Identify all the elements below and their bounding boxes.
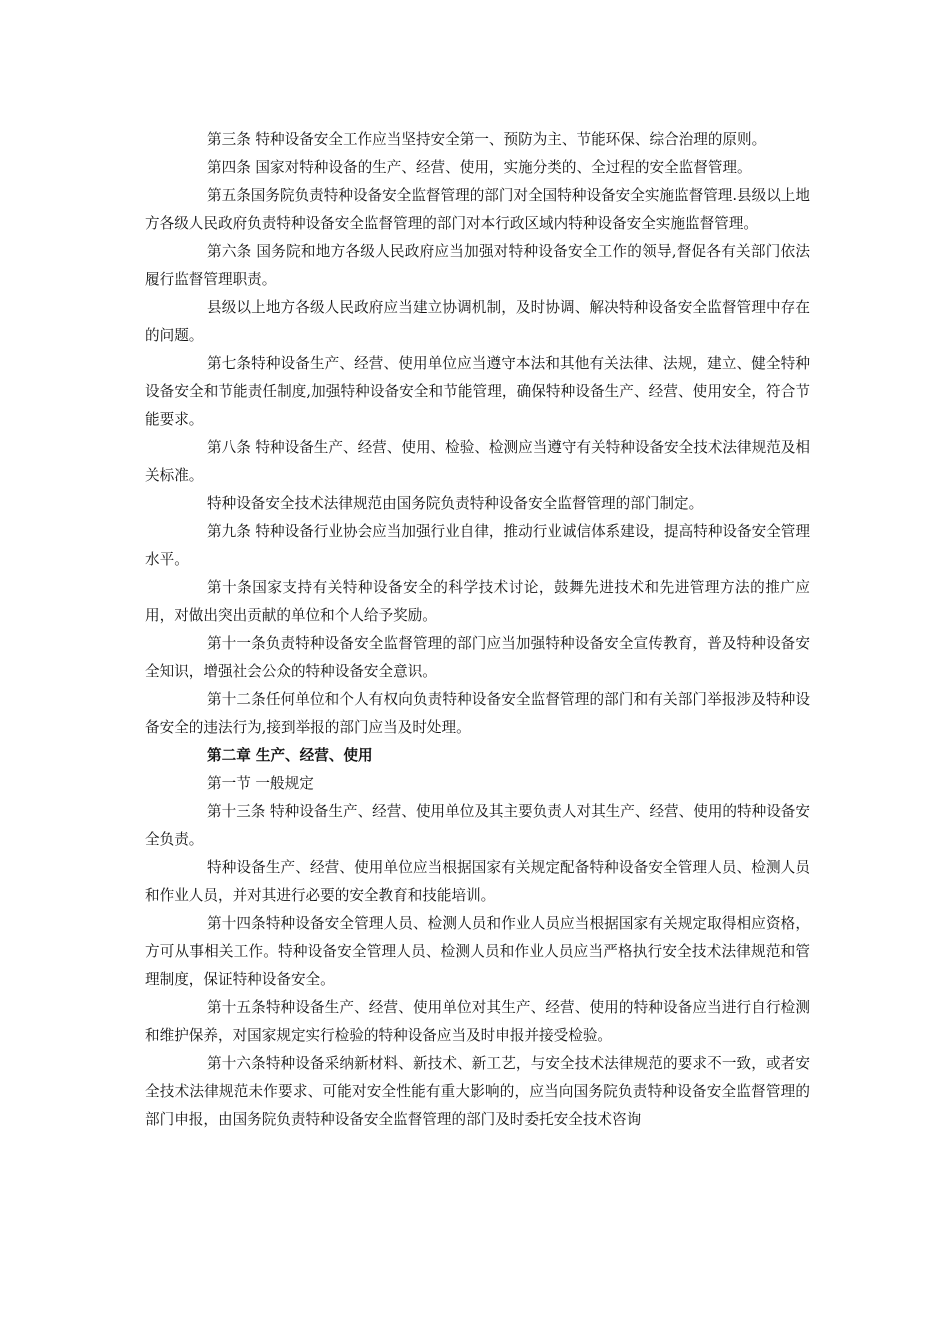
article-12: 第十二条任何单位和个人有权向负责特种设备安全监督管理的部门和有关部门举报涉及特种设备安全的违法行为,接到举报的部门应当及时处理。 [145,691,810,736]
article-13: 第十三条 特种设备生产、经营、使用单位及其主要负责人对其生产、经营、使用的特种设备安全负责。 [145,803,810,848]
section-heading: 第一节 一般规定 [207,775,314,792]
document-page [145,126,810,1134]
article-15: 第十五条特种设备生产、经营、使用单位对其生产、经营、使用的特种设备应当进行自行检测和维护保养，对国家规定实行检验的特种设备应当及时申报并接受检验。 [145,999,810,1044]
article-13-paragraph-2: 特种设备生产、经营、使用单位应当根据国家有关规定配备特种设备安全管理人员、检测人员和作业人员，并对其进行必要的安全教育和技能培训。 [145,859,810,904]
article-10: 第十条国家支持有关特种设备安全的科学技术讨论，鼓舞先进技术和先进管理方法的推广应用，对做出突出贡献的单位和个人给予奖励。 [145,579,810,624]
article-8-paragraph-2: 特种设备安全技术法律规范由国务院负责特种设备安全监督管理的部门制定。 [207,495,704,512]
article-3: 第三条 特种设备安全工作应当坚持安全第一、预防为主、节能环保、综合治理的原则。 [207,131,767,148]
article-8: 第八条 特种设备生产、经营、使用、检验、检测应当遵守有关特种设备安全技术法律规范及相关标准。 [145,439,810,484]
article-6: 第六条 国务院和地方各级人民政府应当加强对特种设备安全工作的领导,督促各有关部门依法履行监督管理职责。 [145,243,810,288]
article-4: 第四条 国家对特种设备的生产、经营、使用，实施分类的、全过程的安全监督管理。 [207,159,752,176]
article-5: 第五条国务院负责特种设备安全监督管理的部门对全国特种设备安全实施监督管理.县级以上地方各级人民政府负责特种设备安全监督管理的部门对本行政区域内特种设备安全实施监督管理。 [145,187,810,232]
article-16: 第十六条特种设备采纳新材料、新技术、新工艺，与安全技术法律规范的要求不一致，或者安全技术法律规范未作要求、可能对安全性能有重大影响的，应当向国务院负责特种设备安全监督管理的部门申报，由国务院负责特种设备安全监督管理的部门及时委托安全技术咨询 [145,1055,810,1128]
chapter-heading: 第二章 生产、经营、使用 [207,747,373,764]
article-6-paragraph-2: 县级以上地方各级人民政府应当建立协调机制，及时协调、解决特种设备安全监督管理中存在的问题。 [145,299,810,344]
article-14: 第十四条特种设备安全管理人员、检测人员和作业人员应当根据国家有关规定取得相应资格，方可从事相关工作。特种设备安全管理人员、检测人员和作业人员应当严格执行安全技术法律规范和管理制度，保证特种设备安全。 [145,915,810,988]
article-7: 第七条特种设备生产、经营、使用单位应当遵守本法和其他有关法律、法规，建立、健全特种设备安全和节能责任制度,加强特种设备安全和节能管理，确保特种设备生产、经营、使用安全，符合节能要求。 [145,355,810,428]
article-11: 第十一条负责特种设备安全监督管理的部门应当加强特种设备安全宣传教育，普及特种设备安全知识，增强社会公众的特种设备安全意识。 [145,635,810,680]
article-9: 第九条 特种设备行业协会应当加强行业自律，推动行业诚信体系建设，提高特种设备安全管理水平。 [145,523,810,568]
